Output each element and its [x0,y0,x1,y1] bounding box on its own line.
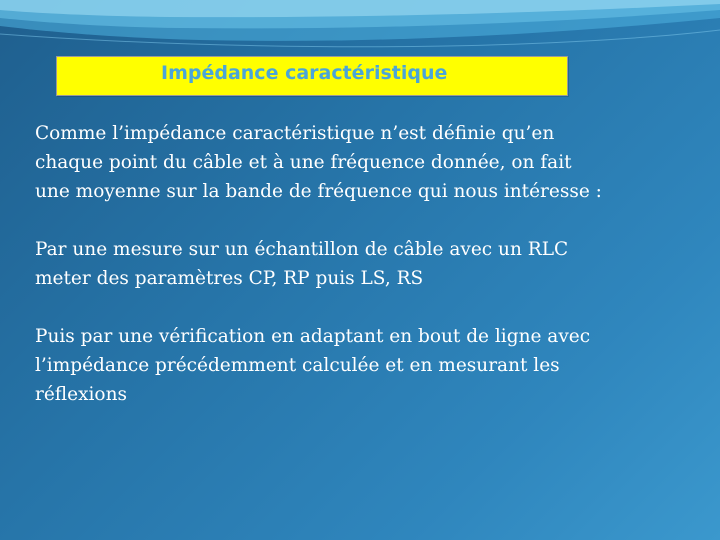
slide-body [35,119,695,409]
paragraph-rlc-measurement: Par une mesure sur un échantillon de câble avec un RLC meter des paramètres CP, RP puis LS, RS [35,239,569,289]
paragraph-definition: Comme l’impédance caractéristique n’est définie qu’en chaque point du câble et à une fréquence donnée, on fait une moyenne sur la bande de fréquence qui nous intéresse : [35,123,602,202]
slide-title: Impédance caractéristique [161,62,448,84]
paragraph-verification: Puis par une vérification en adaptant en bout de ligne avec l’impédance précédemment calculée et en mesurant les réflexions [35,326,591,405]
title-box [56,56,568,96]
